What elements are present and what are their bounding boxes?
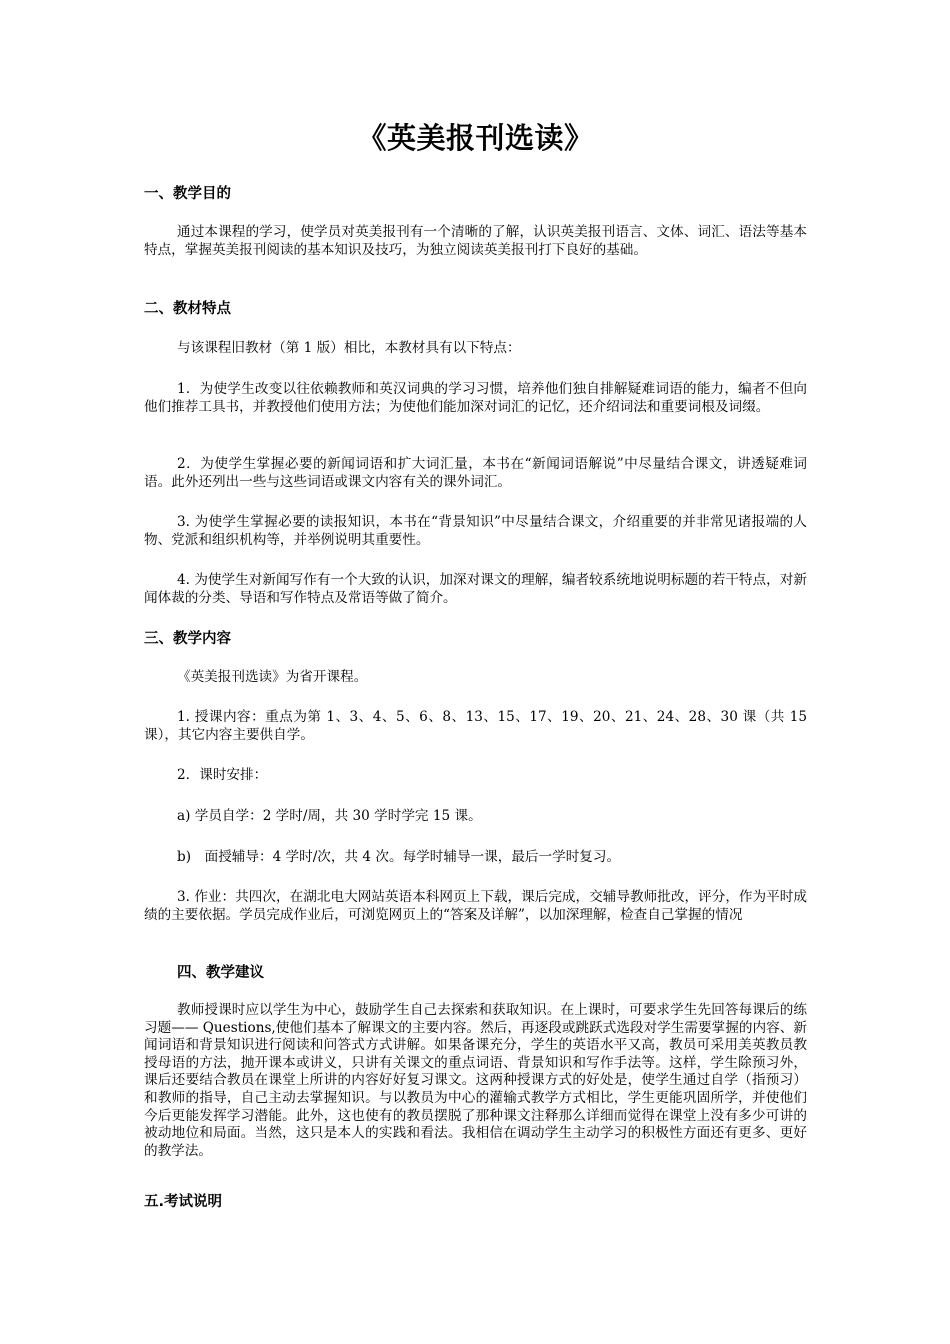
- paragraph-feature-4: 4. 为使学生对新闻写作有一个大致的认识，加深对课文的理解，编者较系统地说明标题的若干特点，对新闻体裁的分类、导语和写作特点及常语等做了简介。: [144, 572, 807, 606]
- list-item-self-study: a) 学员自学：2 学时/周，共 30 学时学完 15 课。: [177, 808, 482, 824]
- list-item-tutoring: b) 面授辅导：4 学时/次，共 4 次。每学时辅导一课，最后一学时复习。: [177, 849, 621, 865]
- paragraph-content-intro: 《英美报刊选读》为省开课程。: [177, 669, 368, 685]
- paragraph-content-homework: 3. 作业：共四次，在湖北电大网站英语本科网页上下载，课后完成，交辅导教师批改，评分，作为平时成绩的主要依据。学员完成作业后，可浏览网页上的“答案及详解”，以加深理解，检查自己掌握的情况: [144, 889, 807, 923]
- paragraph-feature-3: 3. 为使学生掌握必要的读报知识，本书在“背景知识”中尽量结合课文，介绍重要的并非常见诸报端的人物、党派和组织机构等，并举例说明其重要性。: [144, 514, 807, 548]
- section-heading-content: 三、教学内容: [144, 631, 231, 647]
- paragraph-content-lessons: 1. 授课内容：重点为第 1、3、4、5、6、8、13、15、17、19、20、21、24、28、30 课（共 15 课），其它内容主要供自学。: [144, 709, 807, 743]
- paragraph-features-intro: 与该课程旧教材（第 1 版）相比，本教材具有以下特点：: [177, 340, 521, 356]
- section-heading-textbook-features: 二、教材特点: [144, 301, 231, 317]
- paragraph-objectives: 通过本课程的学习，使学员对英美报刊有一个清晰的了解，认识英美报刊语言、文体、词汇、语法等基本特点，掌握英美报刊阅读的基本知识及技巧，为独立阅读英美报刊打下良好的基础。: [144, 224, 807, 258]
- page-title: 《英美报刊选读》: [357, 121, 594, 155]
- paragraph-feature-2: 2．为使学生掌握必要的新闻词语和扩大词汇量，本书在“新闻词语解说”中尽量结合课文，讲透疑难词语。此外还列出一些与这些词语或课文内容有关的课外词汇。: [144, 456, 807, 490]
- paragraph-suggestions: 教师授课时应以学生为中心，鼓励学生自己去探索和获取知识。在上课时，可要求学生先回答每课后的练习题—— Questions,使他们基本了解课文的主要内容。然后，再逐段或跳跃式选段对学生需要掌握的内容、新闻词语和背景知识进行阅读和问答式方式讲解。如果备课充分，学生的英语水平又高，教员可采用美英教员教授母语的方法，抛开课本或讲义，只讲有关课文的重点词语、背景知识和写作手法等。这样，学生除预习外，课后还要结合教员在课堂上所讲的内容好好复习课文。这两种授课方式的好处是，使学生通过自学（指预习）和教师的指导，自己主动去掌握知识。与以教员为中心的灌输式教学方式相比，学生更能巩固所学，并使他们今后更能发挥学习潜能。此外，这也使有的教员摆脱了那种课文注释那么详细而觉得在课堂上没有多少可讲的被动地位和局面。当然，这只是本人的实践和看法。我相信在调动学生主动学习的积极性方面还有更多、更好的教学法。: [144, 1002, 807, 1159]
- section-heading-exam: 五.考试说明: [144, 1194, 223, 1210]
- section-heading-objectives: 一、教学目的: [144, 186, 231, 202]
- section-heading-suggestions: 四、教学建议: [177, 965, 264, 981]
- paragraph-content-hours: 2．课时安排：: [177, 767, 268, 783]
- paragraph-feature-1: 1．为使学生改变以往依赖教师和英汉词典的学习习惯，培养他们独自排解疑难词语的能力，编者不但向他们推荐工具书，并教授他们使用方法；为使他们能加深对词汇的记忆，还介绍词法和重要词根及词缀。: [144, 381, 807, 415]
